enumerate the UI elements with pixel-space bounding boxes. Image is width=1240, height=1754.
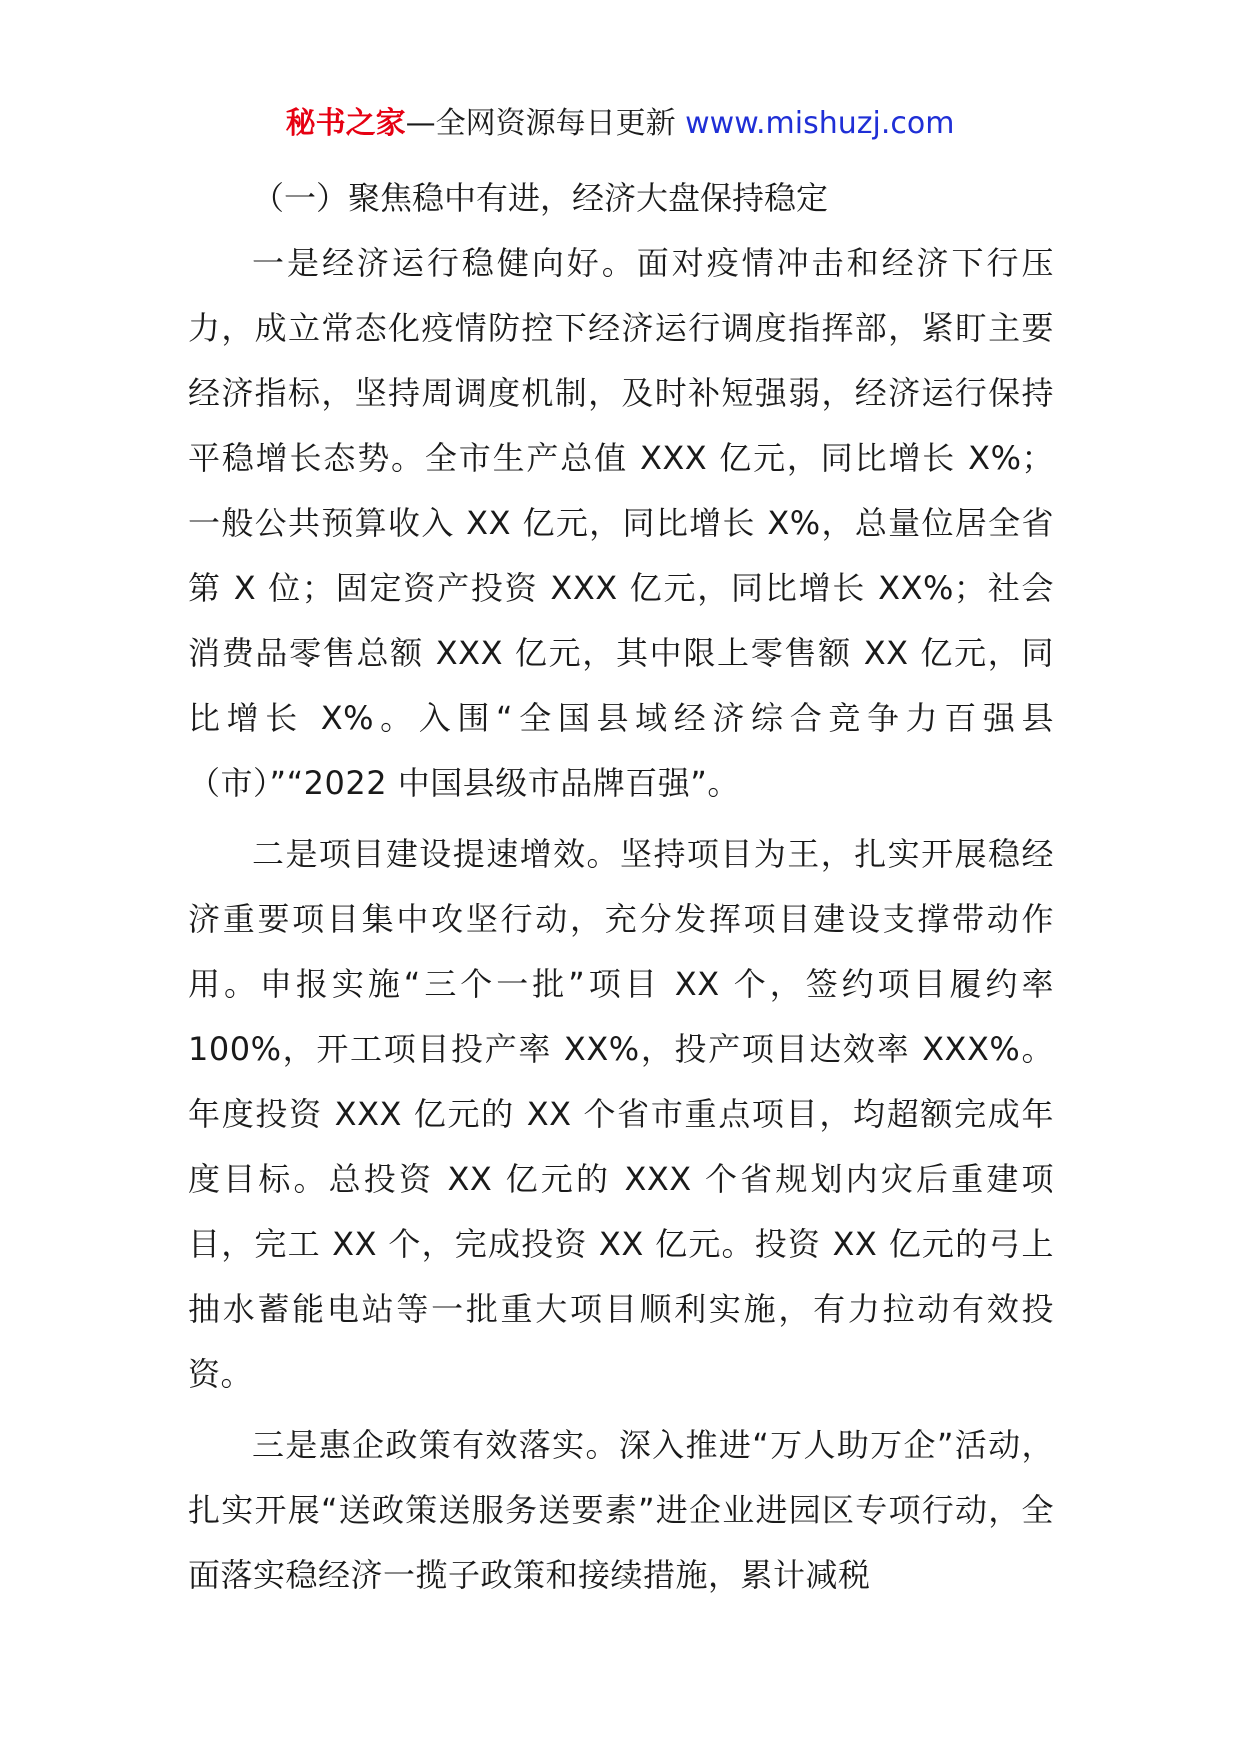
header-tagline: —全网资源每日更新 [405,106,676,141]
document-body [188,166,1054,1608]
brand-name: 秘书之家 [285,106,406,141]
paragraph-projects: 二是项目建设提速增效。坚持项目为王，扎实开展稳经济重要项目集中攻坚行动，充分发挥项目建设支撑带动作用。申报实施“三个一批”项目 XX 个，签约项目履约率 100%，开工项目投产率 XX%，投产项目达效率 XXX%。年度投资 XXX 亿元的 XX 个省市重点项目，均超额完成年度目标。总投资 XX 亿元的 XXX 个省规划内灾后重建项目，完工 XX 个，完成投资 XX 亿元。投资 XX 亿元的弓上抽水蓄能电站等一批重大项目顺利实施，有力拉动有效投资。 [188,835,1054,1393]
section-heading: （一）聚焦稳中有进，经济大盘保持稳定 [252,179,829,217]
site-url-link[interactable]: www.mishuzj.com [685,106,955,141]
page-header [0,104,1240,144]
paragraph-economy: 一是经济运行稳健向好。面对疫情冲击和经济下行压力，成立常态化疫情防控下经济运行调度指挥部，紧盯主要经济指标，坚持周调度机制，及时补短强弱，经济运行保持平稳增长态势。全市生产总值 XXX 亿元，同比增长 X%；一般公共预算收入 XX 亿元，同比增长 X%，总量位居全省第 X 位；固定资产投资 XXX 亿元，同比增长 XX%；社会消费品零售总额 XXX 亿元，其中限上零售额 XX 亿元，同比增长 X%。入围“全国县域经济综合竞争力百强县（市）”“2022 中国县级市品牌百强”。 [188,244,1054,802]
paragraph-policies: 三是惠企政策有效落实。深入推进“万人助万企”活动，扎实开展“送政策送服务送要素”进企业进园区专项行动，全面落实稳经济一揽子政策和接续措施，累计减税 [188,1426,1054,1594]
